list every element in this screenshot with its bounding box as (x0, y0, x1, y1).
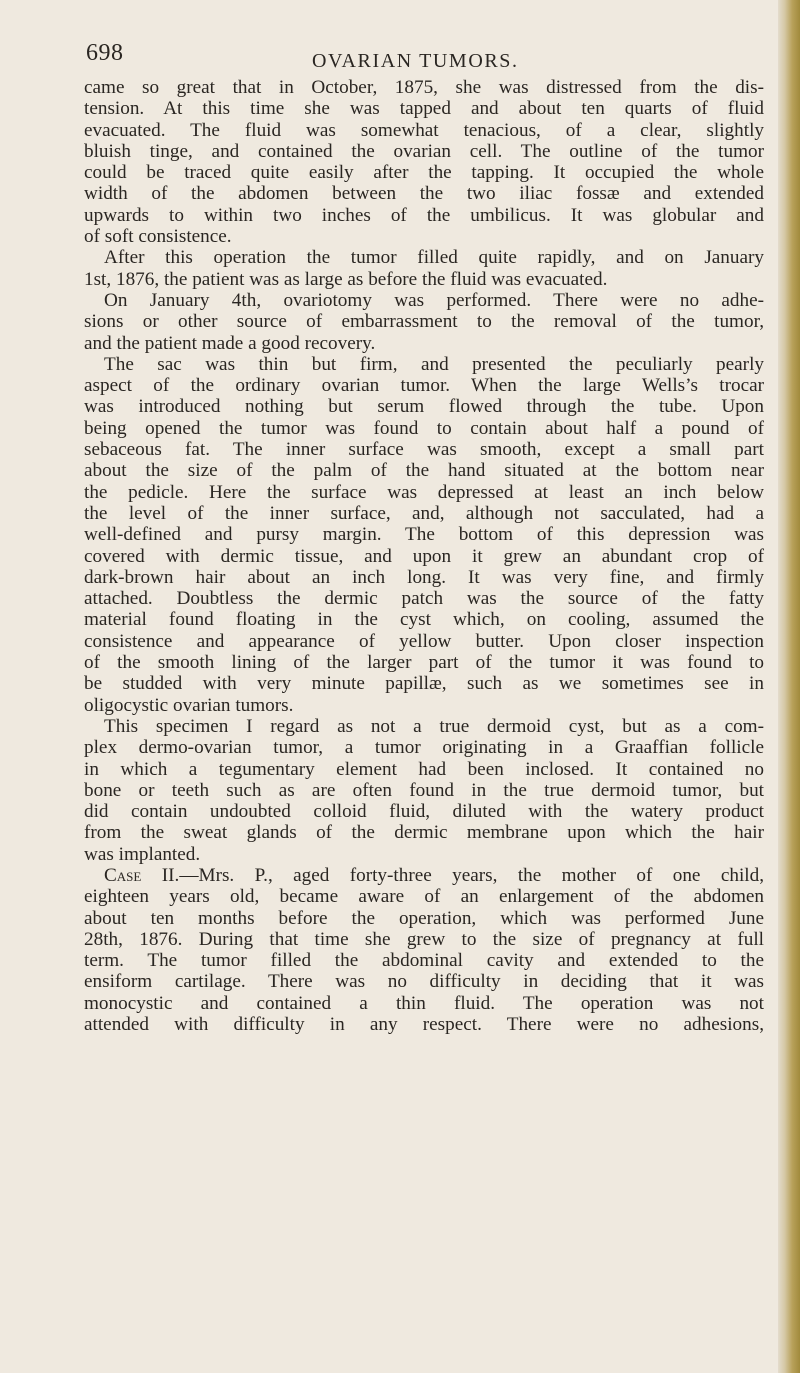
text-line: did contain undoubted colloid fluid, diluted with the watery product (84, 801, 764, 823)
case-label: Case (104, 864, 142, 886)
text-line: After this operation the tumor filled quite rapidly, and on January (104, 247, 764, 269)
text-line: could be traced quite easily after the tapping. It occupied the whole (84, 162, 764, 184)
text-line: eighteen years old, became aware of an enlargement of the abdomen (84, 886, 764, 908)
text-line: dark-brown hair about an inch long. It was very fine, and firmly (84, 566, 764, 588)
text-line (84, 865, 764, 886)
text-line: bluish tinge, and contained the ovarian cell. The outline of the tumor (84, 140, 764, 162)
text-line: from the sweat glands of the dermic membrane upon which the hair (84, 822, 764, 844)
text-line: consistence and appearance of yellow butter. Upon closer inspection (84, 630, 764, 652)
text-line: of the smooth lining of the larger part of the tumor it was found to (84, 652, 764, 674)
text-line: the pedicle. Here the surface was depressed at least an inch below (84, 481, 764, 503)
text-line: term. The tumor filled the abdominal cavity and extended to the (84, 950, 764, 972)
text-line: covered with dermic tissue, and upon it grew an abundant crop of (84, 545, 764, 567)
text-line: about the size of the palm of the hand situated at the bottom near (84, 460, 764, 482)
text-line: of soft consistence. (84, 226, 232, 248)
text-line: bone or teeth such as are often found in the true dermoid tumor, but (84, 779, 764, 801)
text-line: This specimen I regard as not a true dermoid cyst, but as a com- (104, 715, 764, 737)
page-header (0, 40, 800, 80)
text-line: oligocystic ovarian tumors. (84, 694, 294, 716)
running-head: OVARIAN TUMORS. (312, 50, 519, 72)
text-line: evacuated. The fluid was somewhat tenacious, of a clear, slightly (84, 119, 764, 141)
text-line: plex dermo-ovarian tumor, a tumor originating in a Graaffian follicle (84, 737, 764, 759)
text-line: in which a tegumentary element had been inclosed. It contained no (84, 758, 764, 780)
text-line: 28th, 1876. During that time she grew to the size of pregnancy at full (84, 928, 764, 950)
text-line: about ten months before the operation, which was performed June (84, 907, 764, 929)
text-line: was introduced nothing but serum flowed through the tube. Upon (84, 396, 764, 418)
case-text: II.—Mrs. P., aged forty-three years, the mother of one child, (141, 864, 764, 886)
text-line: upwards to within two inches of the umbilicus. It was globular and (84, 204, 764, 226)
text-line: 1st, 1876, the patient was as large as before the fluid was evacuated. (84, 268, 608, 290)
text-line: attached. Doubtless the dermic patch was the source of the fatty (84, 588, 764, 610)
page-number: 698 (86, 40, 124, 66)
text-line: well-defined and pursy margin. The bottom of this depression was (84, 524, 764, 546)
body-text (84, 77, 764, 1035)
text-line: was implanted. (84, 843, 201, 865)
text-line: The sac was thin but firm, and presented the peculiarly pearly (104, 353, 764, 375)
text-line: being opened the tumor was found to contain about half a pound of (84, 417, 764, 439)
text-line: be studded with very minute papillæ, such as we sometimes see in (84, 673, 764, 695)
text-line: the level of the inner surface, and, although not sacculated, had a (84, 502, 764, 524)
text-line: sions or other source of embarrassment to the removal of the tumor, (84, 311, 764, 333)
text-line: monocystic and contained a thin fluid. The operation was not (84, 992, 764, 1014)
text-line: and the patient made a good recovery. (84, 332, 376, 354)
text-line: came so great that in October, 1875, she was distressed from the dis- (84, 77, 764, 98)
text-line: attended with difficulty in any respect. There were no adhesions, (84, 1014, 764, 1036)
text-line: width of the abdomen between the two iliac fossæ and extended (84, 183, 764, 205)
text-line: sebaceous fat. The inner surface was smooth, except a small part (84, 439, 764, 461)
text-line: On January 4th, ovariotomy was performed. There were no adhe- (104, 289, 764, 311)
text-line: material found floating in the cyst which, on cooling, assumed the (84, 609, 764, 631)
text-line: ensiform cartilage. There was no difficulty in deciding that it was (84, 971, 764, 993)
page-edge (778, 0, 800, 1373)
text-line: tension. At this time she was tapped and about ten quarts of fluid (84, 98, 764, 120)
text-line: aspect of the ordinary ovarian tumor. When the large Wells’s trocar (84, 375, 764, 397)
